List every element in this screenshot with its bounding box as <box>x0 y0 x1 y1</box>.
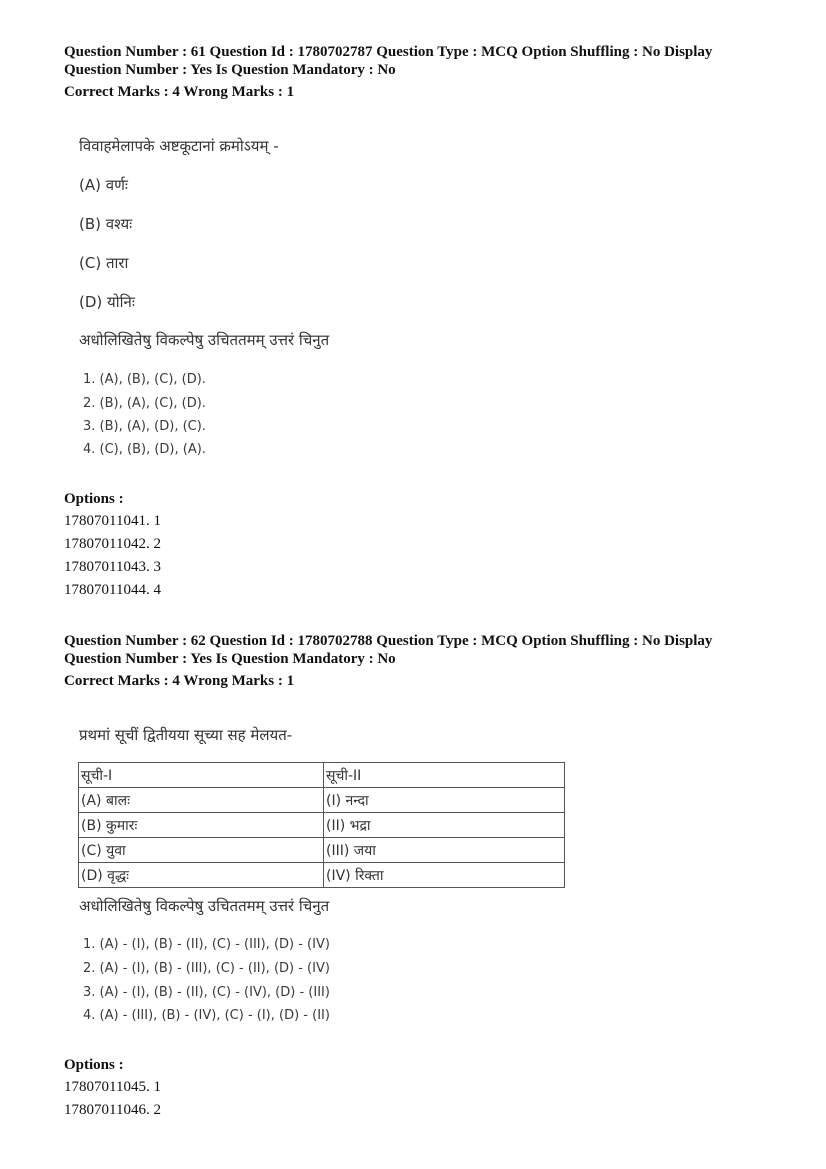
table-row <box>79 788 565 813</box>
answer-choice-2: 2. (B), (A), (C), (D). <box>83 396 206 411</box>
options-label: Options : <box>64 1057 124 1073</box>
answer-choice-1: 1. (A) - (I), (B) - (II), (C) - (III), (D) - (IV) <box>83 937 330 952</box>
list-2-heading: सूची-II <box>324 763 565 788</box>
question-marks: Correct Marks : 4 Wrong Marks : 1 <box>64 673 295 689</box>
answer-choice-3: 3. (B), (A), (D), (C). <box>83 419 206 434</box>
question-stem: विवाहमेलापके अष्टकूटानां क्रमोऽयम् - <box>79 137 279 155</box>
answer-choice-2: 2. (A) - (I), (B) - (III), (C) - (II), (D) - (IV) <box>83 961 330 976</box>
list-2-item: (IV) रिक्ता <box>324 863 565 888</box>
list-1-item: (B) कुमारः <box>79 813 324 838</box>
option-row-2: 17807011046. 2 <box>64 1102 161 1118</box>
matching-table-header <box>79 763 565 788</box>
list-1-item: (C) युवा <box>79 838 324 863</box>
question-header-line1: Question Number : 61 Question Id : 1780702787 Question Type : MCQ Option Shuffling : No Display <box>64 44 713 60</box>
option-row-3: 17807011043. 3 <box>64 559 161 575</box>
question-instruction: अधोलिखितेषु विकल्पेषु उचिततमम् उत्तरं चिनुत <box>79 897 330 915</box>
question-item-a: (A) वर्णः <box>79 176 128 194</box>
question-item-b: (B) वश्यः <box>79 215 133 233</box>
option-row-2: 17807011042. 2 <box>64 536 161 552</box>
list-2-item: (I) नन्दा <box>324 788 565 813</box>
answer-choice-4: 4. (A) - (III), (B) - (IV), (C) - (I), (D) - (II) <box>83 1008 330 1023</box>
answer-choice-4: 4. (C), (B), (D), (A). <box>83 442 206 457</box>
question-instruction: अधोलिखितेषु विकल्पेषु उचिततमम् उत्तरं चिनुत <box>79 331 330 349</box>
option-row-1: 17807011045. 1 <box>64 1079 161 1095</box>
matching-table <box>78 762 565 888</box>
question-header-line2: Question Number : Yes Is Question Mandatory : No <box>64 651 396 667</box>
list-2-item: (II) भद्रा <box>324 813 565 838</box>
answer-choice-1: 1. (A), (B), (C), (D). <box>83 372 206 387</box>
list-1-heading: सूची-I <box>79 763 324 788</box>
table-row <box>79 863 565 888</box>
table-row <box>79 838 565 863</box>
options-label: Options : <box>64 491 124 507</box>
option-row-4: 17807011044. 4 <box>64 582 161 598</box>
question-item-c: (C) तारा <box>79 254 129 272</box>
question-header-line2: Question Number : Yes Is Question Mandatory : No <box>64 62 396 78</box>
question-header-line1: Question Number : 62 Question Id : 1780702788 Question Type : MCQ Option Shuffling : No Display <box>64 633 713 649</box>
list-2-item: (III) जया <box>324 838 565 863</box>
table-row <box>79 813 565 838</box>
question-item-d: (D) योनिः <box>79 293 135 311</box>
option-row-1: 17807011041. 1 <box>64 513 161 529</box>
answer-choice-3: 3. (A) - (I), (B) - (II), (C) - (IV), (D) - (III) <box>83 985 330 1000</box>
list-1-item: (A) बालः <box>79 788 324 813</box>
question-marks: Correct Marks : 4 Wrong Marks : 1 <box>64 84 295 100</box>
list-1-item: (D) वृद्धः <box>79 863 324 888</box>
question-stem: प्रथमां सूचीं द्वितीयया सूच्या सह मेलयत- <box>79 726 293 744</box>
